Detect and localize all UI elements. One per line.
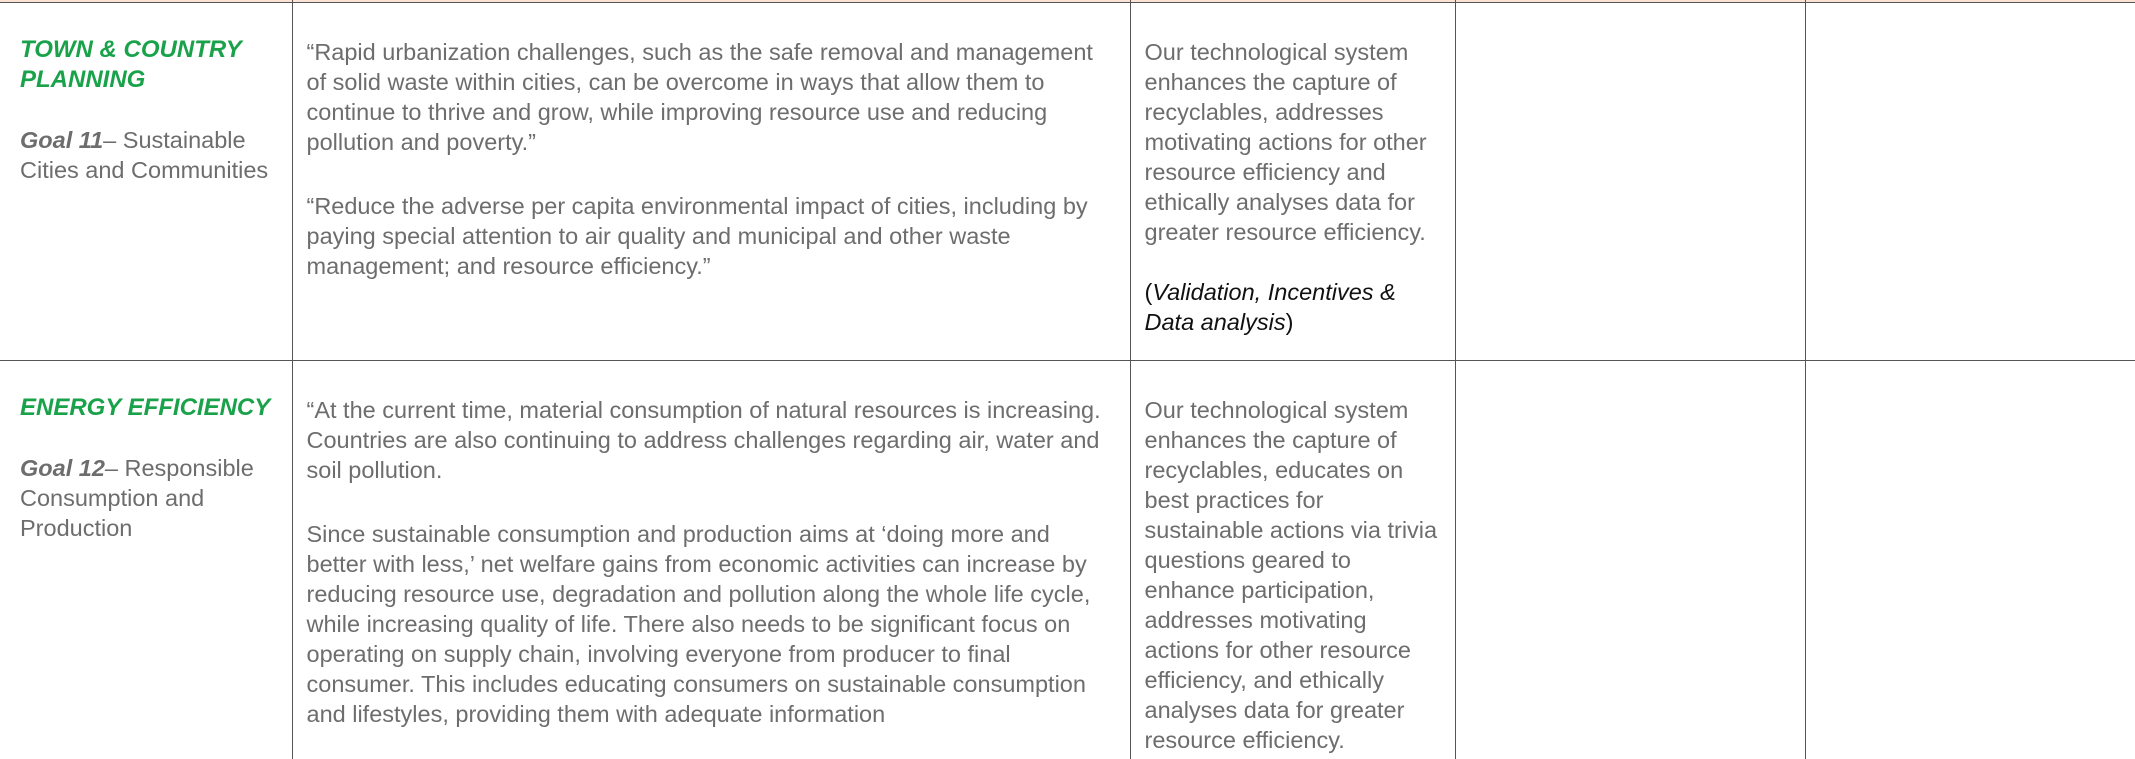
goal-label <box>20 453 280 543</box>
goal-number: Goal 11 <box>20 127 104 153</box>
sector-title: ENERGY EFFICIENCY <box>20 394 271 421</box>
goal-text: – Responsible Consumption and Production <box>20 455 254 541</box>
sector-title: TOWN & COUNTRY PLANNING <box>20 36 242 93</box>
table-row <box>0 361 2135 759</box>
system-cell <box>1130 361 1455 759</box>
goal-number: Goal 12 <box>20 455 105 481</box>
sector-cell <box>0 3 292 361</box>
quote-paragraph: Since sustainable consumption and production aims at ‘doing more and better with less,’ net welfare gains from economic activities can increase by reducing resource use, degradation and pollution along the whole life cycle, while increasing quality of life. There also needs to be significant focus on operating on supply chain, involving everyone from producer to final consumer. This includes educating consumers on sustainable consumption and lifestyles, providing them with adequate information <box>306 521 1091 727</box>
empty-cell <box>1805 361 2135 759</box>
quote-paragraph: “At the current time, material consumption of natural resources is increasing. Countries are also continuing to address challenges regarding air, water and soil pollution. <box>306 397 1101 483</box>
empty-cell <box>1455 361 1805 759</box>
quote-paragraph: “Rapid urbanization challenges, such as the safe removal and management of solid waste within cities, can be overcome in ways that allow them to continue to thrive and grow, while improving resource use and reducing pollution and poverty.” <box>306 39 1093 155</box>
table-row <box>0 3 2135 361</box>
tags-open-paren: ( <box>1144 279 1153 305</box>
goal-label <box>20 125 280 185</box>
tags-text: Validation, Incentives & Data analysis <box>1144 279 1396 335</box>
empty-cell <box>1455 3 1805 361</box>
goal-text: – Sustainable Cities and Communities <box>20 127 269 183</box>
system-description: Our technological system enhances the capture of recyclables, educates on best practices for sustainable actions via trivia questions geared to enhance participation, addresses motivating actions for other resource efficiency, and ethically analyses data for greater resource efficiency. <box>1144 397 1438 753</box>
quote-cell <box>292 361 1130 759</box>
system-tags <box>1145 277 1445 337</box>
system-description: Our technological system enhances the capture of recyclables, addresses motivating actions for other resource efficiency and ethically analyses data for greater resource efficiency. <box>1144 39 1427 245</box>
system-cell <box>1130 3 1455 361</box>
empty-cell <box>1805 3 2135 361</box>
quote-cell <box>292 3 1130 361</box>
tags-close-paren: ) <box>1285 309 1294 335</box>
quote-paragraph: “Reduce the adverse per capita environmental impact of cities, including by paying special attention to air quality and municipal and other waste management; and resource efficiency.” <box>306 193 1088 279</box>
sector-cell <box>0 361 292 759</box>
